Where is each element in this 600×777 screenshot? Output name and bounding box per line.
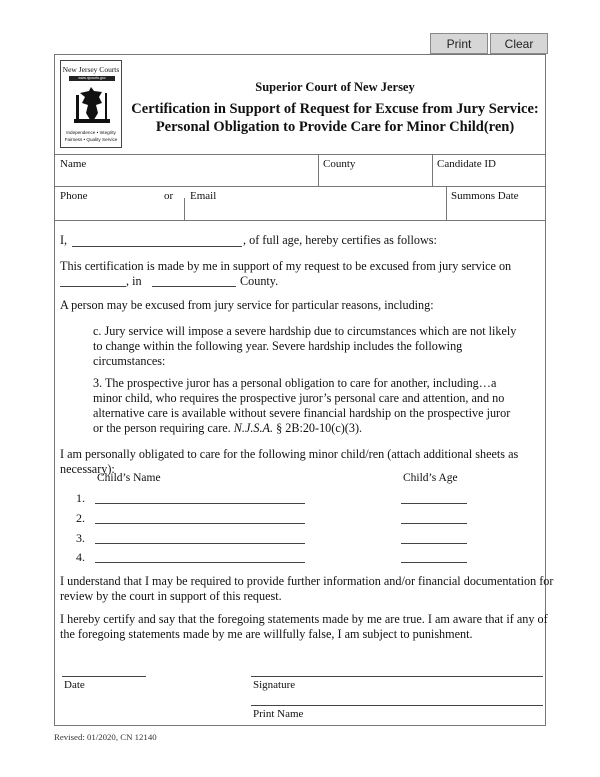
summons-date-field[interactable]: Summons Date [451,190,519,202]
logo-motto-2: Fairness • Quality Service [64,137,118,142]
child-age-line[interactable] [401,543,467,544]
service-county-line[interactable] [152,286,236,287]
name-field[interactable]: Name [60,158,87,170]
child-age-line[interactable] [401,523,467,524]
para1-county: County. [240,274,279,288]
para3-line2: necessary): [60,462,115,476]
item-3-line2: minor child, who requires the prospective juror’s personal care and attention, and no [93,391,505,405]
para4-line2: review by the court in support of this request. [60,589,282,603]
or-label: or [164,190,174,202]
clear-button[interactable]: Clear [490,33,548,54]
para2: A person may be excused from jury service for particular reasons, including: [60,298,434,312]
item-3-line4-suffix: § 2B:20-10(c)(3). [276,421,363,435]
county-field[interactable]: County [323,158,356,170]
item-3-line4-prefix: or the person requiring care. [93,421,231,435]
row-divider-1 [54,186,546,187]
email-field[interactable]: Email [190,190,217,202]
phone-field[interactable]: Phone [60,190,88,202]
justice-seal-icon [72,83,112,127]
statute-citation: N.J.S.A. [233,421,274,435]
child-age-header: Child’s Age [403,472,458,484]
child-name-line[interactable] [95,503,305,504]
item-c-line3: circumstances: [93,354,166,368]
service-date-line[interactable] [60,286,126,287]
signature-line[interactable] [251,676,543,677]
revision-note: Revised: 01/2020, CN 12140 [54,732,157,742]
candidate-id-field[interactable]: Candidate ID [437,158,496,170]
date-label: Date [64,679,85,691]
intro-suffix: , of full age, hereby certifies as follows: [243,233,437,247]
court-name: Superior Court of New Jersey [255,80,415,94]
para3-line1: I am personally obligated to care for the following minor child/ren (attach additional sheets as [60,447,519,461]
certifier-name-line[interactable] [72,246,242,247]
form-title-line-1: Certification in Support of Request for Excuse from Jury Service: [131,101,539,117]
para5-line2: the foregoing statements made by me are willfully false, I am subject to punishment. [60,627,473,641]
para1-line1: This certification is made by me in support of my request to be excused from jury service on [60,259,512,273]
col-divider-email [184,198,185,220]
child-name-line[interactable] [95,523,305,524]
col-divider-candidate [432,154,433,186]
col-divider-county [318,154,319,186]
child-row-number: 2. [76,511,85,525]
para5-line1: I hereby certify and say that the foregoing statements made by me are true. I am aware that if any of [60,612,548,626]
intro-prefix: I, [60,233,68,247]
item-3-line3: alternative care is available without severe financial hardship on the prospective juror [93,406,511,420]
child-name-line[interactable] [95,562,305,563]
logo-title: New Jersey Courts [62,65,120,74]
child-name-line[interactable] [95,543,305,544]
child-age-line[interactable] [401,503,467,504]
item-c-line2: to change within the following year. Severe hardship includes the following [93,339,463,353]
child-row-number: 4. [76,550,85,564]
child-age-line[interactable] [401,562,467,563]
item-c-line1: c. Jury service will impose a severe hardship due to circumstances which are not likely [93,324,517,338]
form-title [130,100,540,136]
form-title-line-2: Personal Obligation to Provide Care for Minor Child(ren) [155,119,515,135]
logo-url: www.njcourts.gov [69,76,115,81]
nj-courts-logo [60,60,122,148]
child-row-number: 3. [76,531,85,545]
col-divider-summons [446,186,447,220]
child-name-header: Child’s Name [97,472,161,484]
para1-comma: , in [126,274,142,288]
print-name-line[interactable] [251,705,543,706]
para4-line1: I understand that I may be required to provide further information and/or financial documentation for [60,574,554,588]
print-button[interactable]: Print [430,33,488,54]
header-divider [54,154,546,155]
print-name-label: Print Name [253,708,304,720]
row-divider-2 [54,220,546,221]
item-3-line4 [93,421,362,437]
item-3-line1: 3. The prospective juror has a personal obligation to care for another, including…a [93,376,497,390]
signature-label: Signature [253,679,296,691]
logo-motto-1: Independence • Integrity [66,130,116,135]
date-line[interactable] [62,676,146,677]
child-row-number: 1. [76,491,85,505]
